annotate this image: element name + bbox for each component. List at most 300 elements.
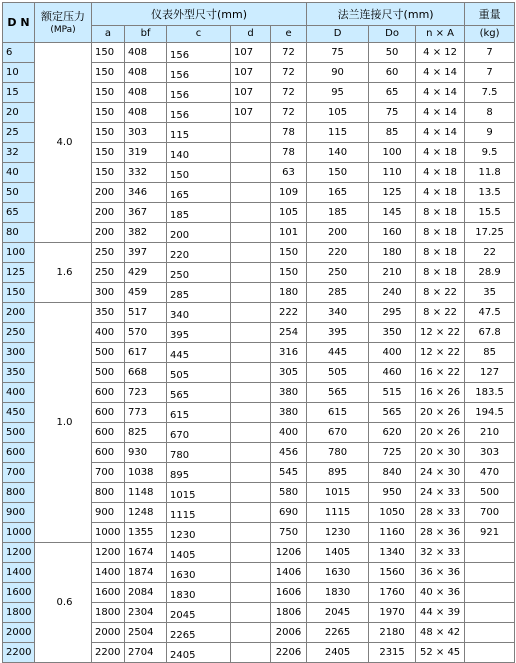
col-flange-d-cell: 505 — [307, 363, 369, 383]
col-c-cell: 185 — [167, 203, 231, 223]
col-c-cell: 1830 — [167, 583, 231, 603]
col-c-cell: 285 — [167, 283, 231, 303]
col-bf-cell: 617 — [125, 343, 167, 363]
col-d-cell — [231, 143, 271, 163]
col-do-cell: 400 — [369, 343, 416, 363]
col-d-cell — [231, 623, 271, 643]
col-d-header: d — [231, 26, 271, 43]
col-e-cell: 1206 — [271, 543, 307, 563]
pressure-header — [35, 3, 92, 43]
col-e-cell: 63 — [271, 163, 307, 183]
col-flange-d-cell: 1630 — [307, 563, 369, 583]
weight-cell: 22 — [465, 243, 515, 263]
col-na-cell: 8 × 18 — [416, 243, 465, 263]
col-do-cell: 2180 — [369, 623, 416, 643]
col-na-cell: 8 × 22 — [416, 283, 465, 303]
col-na-cell: 4 × 14 — [416, 83, 465, 103]
col-na-cell: 12 × 22 — [416, 323, 465, 343]
weight-cell: 8 — [465, 103, 515, 123]
col-na-cell: 28 × 36 — [416, 523, 465, 543]
col-a-cell: 1000 — [92, 523, 125, 543]
col-d-cell — [231, 163, 271, 183]
col-flange-d-cell: 115 — [307, 123, 369, 143]
col-a-cell: 250 — [92, 263, 125, 283]
weight-cell — [465, 643, 515, 663]
dn-cell: 100 — [3, 243, 35, 263]
col-a-cell: 1200 — [92, 543, 125, 563]
col-bf-cell: 825 — [125, 423, 167, 443]
pressure-cell: 0.6 — [35, 543, 92, 663]
weight-cell: 15.5 — [465, 203, 515, 223]
col-na-cell: 52 × 45 — [416, 643, 465, 663]
col-c-cell: 140 — [167, 143, 231, 163]
col-na-header: n × A — [416, 26, 465, 43]
col-c-cell: 445 — [167, 343, 231, 363]
col-na-cell: 8 × 18 — [416, 203, 465, 223]
dn-cell: 700 — [3, 463, 35, 483]
col-flange-d-cell: 150 — [307, 163, 369, 183]
col-e-cell: 101 — [271, 223, 307, 243]
dn-cell: 350 — [3, 363, 35, 383]
col-c-cell: 150 — [167, 163, 231, 183]
col-d-cell — [231, 443, 271, 463]
col-a-cell: 200 — [92, 223, 125, 243]
col-d-cell — [231, 483, 271, 503]
col-na-cell: 16 × 22 — [416, 363, 465, 383]
weight-cell — [465, 543, 515, 563]
col-bf-cell: 570 — [125, 323, 167, 343]
weight-cell: 11.8 — [465, 163, 515, 183]
col-d-cell — [231, 183, 271, 203]
col-na-cell: 4 × 14 — [416, 123, 465, 143]
col-c-cell: 1230 — [167, 523, 231, 543]
dn-cell: 250 — [3, 323, 35, 343]
col-flange-d-cell: 250 — [307, 263, 369, 283]
col-e-cell: 150 — [271, 263, 307, 283]
weight-cell: 700 — [465, 503, 515, 523]
col-bf-cell: 303 — [125, 123, 167, 143]
col-d-cell: 107 — [231, 83, 271, 103]
col-bf-cell: 2504 — [125, 623, 167, 643]
col-flange-d-cell: 95 — [307, 83, 369, 103]
dn-cell: 15 — [3, 83, 35, 103]
col-flange-d-cell: 615 — [307, 403, 369, 423]
col-d-cell — [231, 603, 271, 623]
col-bf-cell: 408 — [125, 63, 167, 83]
col-na-cell: 12 × 22 — [416, 343, 465, 363]
col-a-cell: 600 — [92, 443, 125, 463]
col-d-cell — [231, 583, 271, 603]
col-c-cell: 250 — [167, 263, 231, 283]
col-a-cell: 1400 — [92, 563, 125, 583]
table-row — [3, 303, 515, 323]
pressure-header-label: 额定压力 — [41, 9, 85, 23]
col-do-cell: 240 — [369, 283, 416, 303]
col-a-cell: 400 — [92, 323, 125, 343]
col-na-cell: 32 × 33 — [416, 543, 465, 563]
dn-cell: 1200 — [3, 543, 35, 563]
col-bf-cell: 723 — [125, 383, 167, 403]
table-row — [3, 243, 515, 263]
col-a-cell: 150 — [92, 143, 125, 163]
dn-cell: 32 — [3, 143, 35, 163]
col-flange-d-cell: 2265 — [307, 623, 369, 643]
col-e-cell: 1806 — [271, 603, 307, 623]
col-e-cell: 72 — [271, 103, 307, 123]
col-do-cell: 1560 — [369, 563, 416, 583]
weight-cell: 127 — [465, 363, 515, 383]
col-c-cell: 165 — [167, 183, 231, 203]
col-d-cell — [231, 323, 271, 343]
weight-cell: 7 — [465, 43, 515, 63]
weight-cell: 9.5 — [465, 143, 515, 163]
col-d-cell — [231, 243, 271, 263]
col-e-cell: 180 — [271, 283, 307, 303]
col-e-cell: 105 — [271, 203, 307, 223]
weight-cell: 17.25 — [465, 223, 515, 243]
col-e-cell: 316 — [271, 343, 307, 363]
col-do-cell: 125 — [369, 183, 416, 203]
col-na-cell: 16 × 26 — [416, 383, 465, 403]
col-e-cell: 72 — [271, 43, 307, 63]
col-do-cell: 1970 — [369, 603, 416, 623]
dn-cell: 800 — [3, 483, 35, 503]
col-flange-d-cell: 2045 — [307, 603, 369, 623]
col-bf-cell: 1038 — [125, 463, 167, 483]
col-do-cell: 2315 — [369, 643, 416, 663]
col-a-cell: 2200 — [92, 643, 125, 663]
col-c-cell: 340 — [167, 303, 231, 323]
col-c-cell: 156 — [167, 43, 231, 63]
col-flange-d-cell: 1015 — [307, 483, 369, 503]
col-do-cell: 725 — [369, 443, 416, 463]
col-e-cell: 380 — [271, 403, 307, 423]
col-flange-d-cell: 220 — [307, 243, 369, 263]
weight-cell: 35 — [465, 283, 515, 303]
col-do-cell: 460 — [369, 363, 416, 383]
col-d-cell — [231, 523, 271, 543]
col-do-cell: 210 — [369, 263, 416, 283]
col-a-cell: 1800 — [92, 603, 125, 623]
col-a-cell: 600 — [92, 383, 125, 403]
col-flange-d-cell: 105 — [307, 103, 369, 123]
col-d-cell — [231, 563, 271, 583]
table-row — [3, 43, 515, 63]
col-d-cell — [231, 463, 271, 483]
col-d-cell — [231, 643, 271, 663]
col-bf-cell: 1248 — [125, 503, 167, 523]
col-c-cell: 2265 — [167, 623, 231, 643]
dn-cell: 450 — [3, 403, 35, 423]
col-e-cell: 2206 — [271, 643, 307, 663]
col-do-cell: 1160 — [369, 523, 416, 543]
col-bf-cell: 382 — [125, 223, 167, 243]
col-na-cell: 24 × 30 — [416, 463, 465, 483]
col-c-cell: 115 — [167, 123, 231, 143]
col-a-cell: 500 — [92, 343, 125, 363]
col-a-cell: 800 — [92, 483, 125, 503]
col-na-cell: 28 × 33 — [416, 503, 465, 523]
col-d-cell — [231, 283, 271, 303]
col-do-cell: 620 — [369, 423, 416, 443]
col-bf-cell: 332 — [125, 163, 167, 183]
col-na-cell: 36 × 36 — [416, 563, 465, 583]
col-d-cell — [231, 203, 271, 223]
weight-cell: 47.5 — [465, 303, 515, 323]
dn-cell: 40 — [3, 163, 35, 183]
dn-cell: 400 — [3, 383, 35, 403]
col-na-cell: 4 × 18 — [416, 163, 465, 183]
weight-cell: 194.5 — [465, 403, 515, 423]
col-e-cell: 456 — [271, 443, 307, 463]
col-do-cell: 180 — [369, 243, 416, 263]
col-a-cell: 150 — [92, 43, 125, 63]
col-do-cell: 1340 — [369, 543, 416, 563]
weight-cell: 7 — [465, 63, 515, 83]
col-flange-d-cell: 285 — [307, 283, 369, 303]
col-bf-cell: 346 — [125, 183, 167, 203]
col-bf-cell: 517 — [125, 303, 167, 323]
col-flange-d-header: D — [307, 26, 369, 43]
weight-header: 重量 — [465, 3, 515, 26]
col-c-cell: 565 — [167, 383, 231, 403]
table-body — [3, 43, 515, 663]
col-bf-cell: 1355 — [125, 523, 167, 543]
col-c-cell: 156 — [167, 63, 231, 83]
dn-cell: 150 — [3, 283, 35, 303]
col-do-cell: 350 — [369, 323, 416, 343]
col-c-cell: 615 — [167, 403, 231, 423]
col-e-cell: 78 — [271, 123, 307, 143]
col-a-cell: 150 — [92, 163, 125, 183]
col-bf-cell: 408 — [125, 43, 167, 63]
col-d-cell: 107 — [231, 43, 271, 63]
col-e-cell: 150 — [271, 243, 307, 263]
col-d-cell — [231, 343, 271, 363]
col-a-cell: 200 — [92, 203, 125, 223]
col-c-cell: 220 — [167, 243, 231, 263]
col-bf-cell: 459 — [125, 283, 167, 303]
col-c-cell: 895 — [167, 463, 231, 483]
col-do-cell: 65 — [369, 83, 416, 103]
col-a-cell: 150 — [92, 123, 125, 143]
col-a-cell: 250 — [92, 243, 125, 263]
col-flange-d-cell: 185 — [307, 203, 369, 223]
col-do-cell: 950 — [369, 483, 416, 503]
col-na-cell: 8 × 18 — [416, 223, 465, 243]
weight-cell — [465, 563, 515, 583]
col-d-cell: 107 — [231, 103, 271, 123]
col-do-cell: 1050 — [369, 503, 416, 523]
col-flange-d-cell: 1230 — [307, 523, 369, 543]
col-na-cell: 4 × 14 — [416, 63, 465, 83]
col-e-cell: 1406 — [271, 563, 307, 583]
col-d-cell — [231, 263, 271, 283]
col-e-cell: 78 — [271, 143, 307, 163]
weight-cell: 13.5 — [465, 183, 515, 203]
weight-cell: 9 — [465, 123, 515, 143]
col-c-header: c — [167, 26, 231, 43]
col-na-cell: 8 × 18 — [416, 263, 465, 283]
col-do-cell: 145 — [369, 203, 416, 223]
dn-cell: 2000 — [3, 623, 35, 643]
dn-cell: 300 — [3, 343, 35, 363]
col-e-cell: 545 — [271, 463, 307, 483]
dn-cell: 2200 — [3, 643, 35, 663]
col-bf-cell: 429 — [125, 263, 167, 283]
weight-cell: 28.9 — [465, 263, 515, 283]
pressure-cell: 1.6 — [35, 243, 92, 303]
col-na-cell: 8 × 22 — [416, 303, 465, 323]
col-bf-header: bf — [125, 26, 167, 43]
weight-cell: 67.8 — [465, 323, 515, 343]
flange-dimensions-header: 法兰连接尺寸(mm) — [307, 3, 465, 26]
col-a-cell: 600 — [92, 403, 125, 423]
col-e-cell: 72 — [271, 83, 307, 103]
col-flange-d-cell: 670 — [307, 423, 369, 443]
col-flange-d-cell: 780 — [307, 443, 369, 463]
col-flange-d-cell: 895 — [307, 463, 369, 483]
col-do-cell: 85 — [369, 123, 416, 143]
col-e-cell: 400 — [271, 423, 307, 443]
dn-cell: 80 — [3, 223, 35, 243]
col-a-header: a — [92, 26, 125, 43]
weight-cell: 500 — [465, 483, 515, 503]
col-e-cell: 222 — [271, 303, 307, 323]
col-e-cell: 750 — [271, 523, 307, 543]
col-na-cell: 4 × 18 — [416, 143, 465, 163]
weight-cell: 183.5 — [465, 383, 515, 403]
col-flange-d-cell: 2405 — [307, 643, 369, 663]
col-d-cell — [231, 423, 271, 443]
weight-cell — [465, 583, 515, 603]
col-do-cell: 515 — [369, 383, 416, 403]
col-flange-d-cell: 565 — [307, 383, 369, 403]
col-flange-d-cell: 200 — [307, 223, 369, 243]
col-c-cell: 780 — [167, 443, 231, 463]
col-a-cell: 1600 — [92, 583, 125, 603]
col-bf-cell: 408 — [125, 103, 167, 123]
col-a-cell: 150 — [92, 103, 125, 123]
dn-cell: 1400 — [3, 563, 35, 583]
weight-cell: 85 — [465, 343, 515, 363]
col-bf-cell: 319 — [125, 143, 167, 163]
col-d-cell: 107 — [231, 63, 271, 83]
col-c-cell: 505 — [167, 363, 231, 383]
col-do-cell: 160 — [369, 223, 416, 243]
col-a-cell: 700 — [92, 463, 125, 483]
col-bf-cell: 2084 — [125, 583, 167, 603]
col-do-cell: 840 — [369, 463, 416, 483]
col-d-cell — [231, 543, 271, 563]
dn-cell: 600 — [3, 443, 35, 463]
col-bf-cell: 367 — [125, 203, 167, 223]
col-flange-d-cell: 1115 — [307, 503, 369, 523]
pressure-cell: 4.0 — [35, 43, 92, 243]
col-flange-d-cell: 1405 — [307, 543, 369, 563]
dn-cell: 200 — [3, 303, 35, 323]
dn-cell: 125 — [3, 263, 35, 283]
col-do-header: Do — [369, 26, 416, 43]
col-c-cell: 200 — [167, 223, 231, 243]
col-c-cell: 156 — [167, 83, 231, 103]
col-a-cell: 150 — [92, 83, 125, 103]
weight-cell: 210 — [465, 423, 515, 443]
col-do-cell: 110 — [369, 163, 416, 183]
col-na-cell: 4 × 12 — [416, 43, 465, 63]
col-c-cell: 1630 — [167, 563, 231, 583]
col-d-cell — [231, 403, 271, 423]
instrument-dimensions-header: 仪表外型尺寸(mm) — [92, 3, 307, 26]
col-flange-d-cell: 90 — [307, 63, 369, 83]
col-flange-d-cell: 75 — [307, 43, 369, 63]
dn-cell: 1800 — [3, 603, 35, 623]
col-bf-cell: 1674 — [125, 543, 167, 563]
col-c-cell: 670 — [167, 423, 231, 443]
col-na-cell: 20 × 26 — [416, 423, 465, 443]
weight-cell — [465, 623, 515, 643]
dn-cell: 10 — [3, 63, 35, 83]
col-na-cell: 44 × 39 — [416, 603, 465, 623]
dn-cell: 6 — [3, 43, 35, 63]
col-e-cell: 1606 — [271, 583, 307, 603]
col-a-cell: 200 — [92, 183, 125, 203]
col-a-cell: 2000 — [92, 623, 125, 643]
weight-cell — [465, 603, 515, 623]
col-c-cell: 1015 — [167, 483, 231, 503]
dn-cell: 20 — [3, 103, 35, 123]
dn-cell: 50 — [3, 183, 35, 203]
col-bf-cell: 930 — [125, 443, 167, 463]
dn-cell: 65 — [3, 203, 35, 223]
col-na-cell: 4 × 14 — [416, 103, 465, 123]
col-flange-d-cell: 340 — [307, 303, 369, 323]
col-na-cell: 24 × 33 — [416, 483, 465, 503]
dn-cell: 1000 — [3, 523, 35, 543]
col-d-cell — [231, 303, 271, 323]
col-a-cell: 900 — [92, 503, 125, 523]
col-e-cell: 305 — [271, 363, 307, 383]
col-na-cell: 20 × 26 — [416, 403, 465, 423]
col-na-cell: 48 × 42 — [416, 623, 465, 643]
weight-cell: 470 — [465, 463, 515, 483]
col-flange-d-cell: 445 — [307, 343, 369, 363]
dn-cell: 1600 — [3, 583, 35, 603]
col-c-cell: 2405 — [167, 643, 231, 663]
col-a-cell: 150 — [92, 63, 125, 83]
col-c-cell: 395 — [167, 323, 231, 343]
weight-cell: 7.5 — [465, 83, 515, 103]
col-a-cell: 500 — [92, 363, 125, 383]
col-e-cell: 254 — [271, 323, 307, 343]
dn-header: D N — [3, 3, 35, 43]
col-do-cell: 60 — [369, 63, 416, 83]
pressure-header-unit: (MPa) — [50, 24, 76, 35]
col-bf-cell: 668 — [125, 363, 167, 383]
col-do-cell: 100 — [369, 143, 416, 163]
col-bf-cell: 1148 — [125, 483, 167, 503]
col-a-cell: 350 — [92, 303, 125, 323]
col-c-cell: 1405 — [167, 543, 231, 563]
col-d-cell — [231, 383, 271, 403]
dn-cell: 25 — [3, 123, 35, 143]
dn-cell: 900 — [3, 503, 35, 523]
col-d-cell — [231, 123, 271, 143]
col-e-cell: 2006 — [271, 623, 307, 643]
col-c-cell: 156 — [167, 103, 231, 123]
col-bf-cell: 408 — [125, 83, 167, 103]
col-e-cell: 580 — [271, 483, 307, 503]
